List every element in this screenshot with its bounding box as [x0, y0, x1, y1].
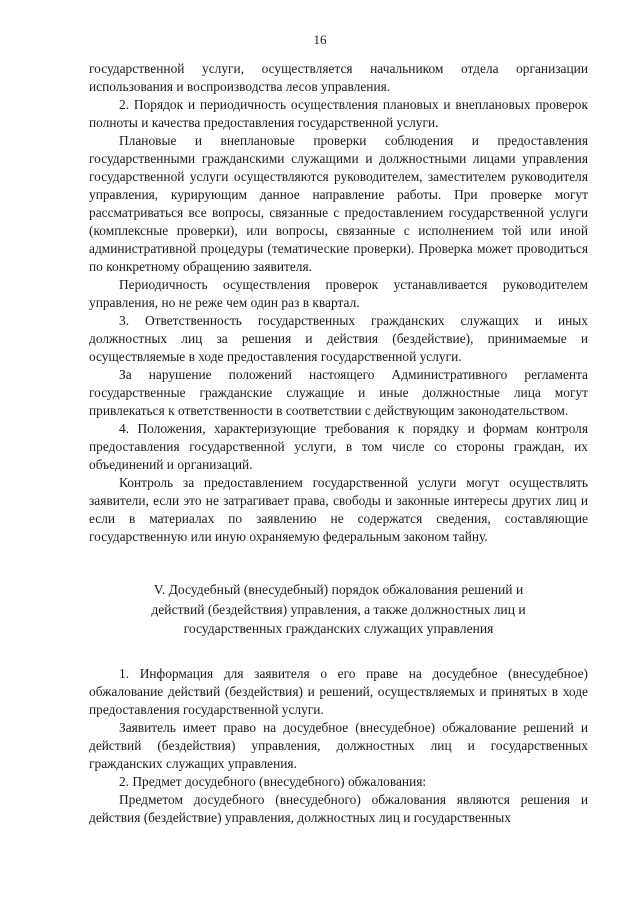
paragraph: Периодичность осуществления проверок устанавливается руководителем управления, но не реже чем один раз в квартал.: [89, 277, 588, 310]
paragraph: Плановые и внеплановые проверки соблюдения и предоставления государственными гражданскими служащими и должностными лицами управления государственной услуги осуществляются руководителем, заместителем руководителя управления, курирующим данное направление работы. При проверке могут рассматриваться все вопросы, связанные с предоставлением государственной услуги (комплексные проверки), или вопросы, связанные с исполнением той или иной административной процедуры (тематические проверки). Проверка может проводиться по конкретному обращению заявителя.: [89, 133, 588, 274]
section-heading-line: действий (бездействия) управления, а также должностных лиц и: [151, 601, 526, 617]
paragraph-item-1: 1. Информация для заявителя о его праве на досудебное (внесудебное) обжалование действий (бездействия) и решений, осуществляемых и принятых в ходе предоставления государственной услуги.: [89, 665, 588, 717]
page-number: 16: [313, 32, 327, 47]
paragraph-item-2: 2. Порядок и периодичность осуществления плановых и внеплановых проверок полноты и качества предоставления государственной услуги.: [89, 97, 588, 130]
document-body: [89, 60, 588, 827]
paragraph-continuation: государственной услуги, осуществляется начальником отдела организации использования и воспроизводства лесов управления.: [89, 61, 588, 94]
paragraph: Контроль за предоставлением государственной услуги могут осуществлять заявители, если это не затрагивает права, свободы и законные интересы других лиц и если в материалах по заявлению не содержатся сведения, составляющие государственную или иную охраняемую федеральным законом тайну.: [89, 475, 588, 544]
paragraph-item-2: 2. Предмет досудебного (внесудебного) обжалования:: [119, 773, 427, 789]
paragraph-item-3: 3. Ответственность государственных гражданских служащих и иных должностных лиц за решения и действия (бездействие), принимаемые и осуществляемые в ходе предоставления государственной услуги.: [89, 313, 588, 364]
section-heading-line: государственных гражданских служащих управления: [183, 621, 494, 636]
section-heading-line: V. Досудебный (внесудебный) порядок обжалования решений и: [153, 582, 524, 597]
paragraph: За нарушение положений настоящего Административного регламента государственные гражданские служащие и иные должностные лица могут привлекаться к ответственности в соответствии с действующим законодательством.: [89, 367, 588, 418]
paragraph: Предметом досудебного (внесудебного) обжалования являются решения и действия (бездействие) управления, должностных лиц и государственных: [89, 791, 588, 825]
section-heading: [89, 580, 588, 639]
paragraph: Заявитель имеет право на досудебное (внесудебное) обжалование решений и действий (бездействия) управления, должностных лиц и государственных гражданских служащих управления.: [89, 719, 588, 771]
paragraph-item-4: 4. Положения, характеризующие требования к порядку и формам контроля предоставления государственной услуги, в том числе со стороны граждан, их объединений и организаций.: [89, 421, 588, 472]
